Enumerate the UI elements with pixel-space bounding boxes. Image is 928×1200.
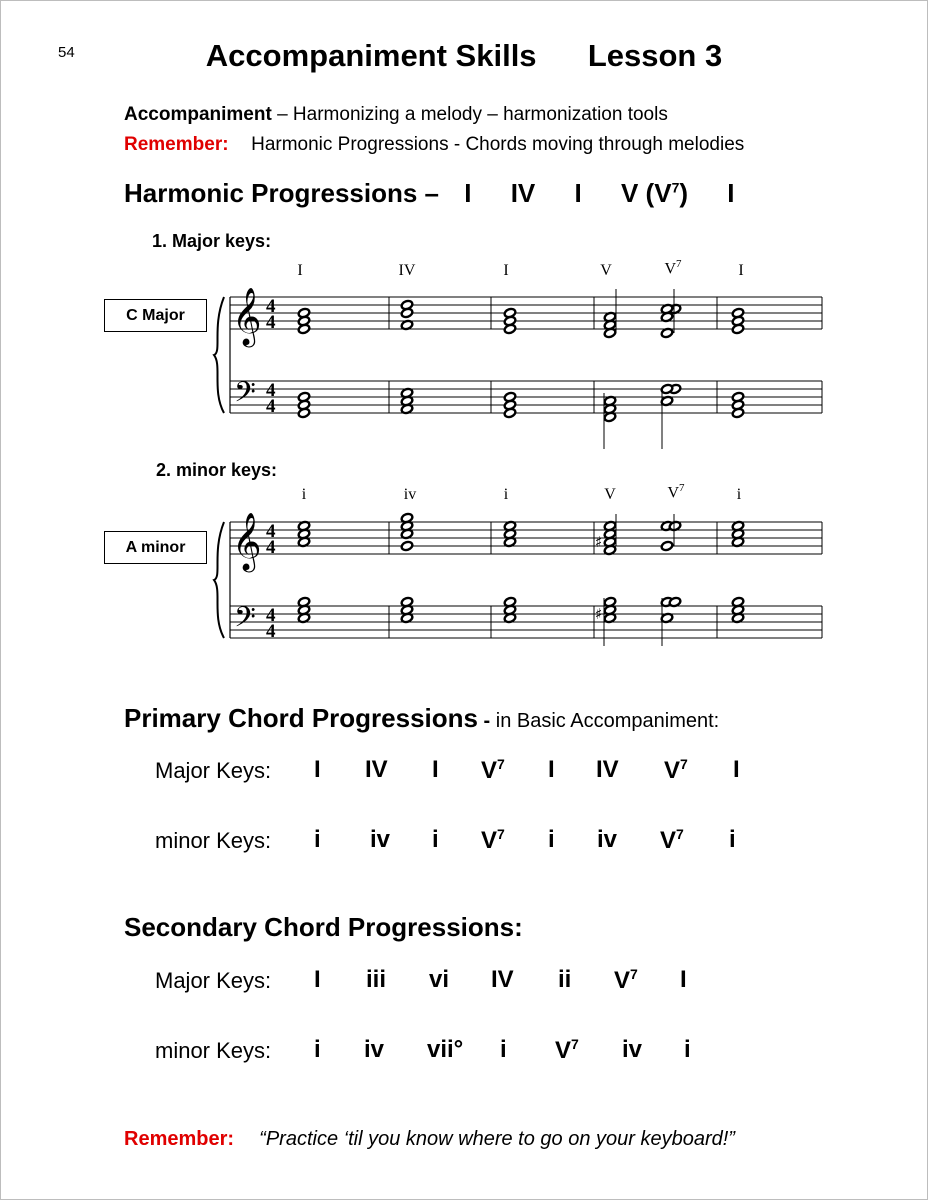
time-signature-top: 4 [266,296,276,317]
hp-symbol: I [574,178,582,208]
secondary-heading: Secondary Chord Progressions: [124,912,523,942]
chord-symbol: i [432,826,439,853]
chord-symbol: $V^7$ [614,966,638,994]
minor-grand-staff [212,510,827,660]
closing-remember [124,1128,735,1151]
chord-symbol: i [548,826,555,853]
chord-symbol: i [500,1036,507,1063]
title-lesson: Lesson 3 [587,38,723,73]
major-keys-heading: 1. Major keys: [152,231,272,251]
chord-symbol: iii [366,966,387,993]
chord-symbol: iv [370,826,391,853]
chord-symbol: i [314,826,321,853]
time-signature-bottom: 4 [266,396,276,417]
chord-symbol: I [432,756,439,783]
chord-symbol: I [733,756,740,783]
chord-symbol: i [314,1036,321,1063]
hp-symbol: I [727,178,735,208]
major-grand-staff [212,285,827,435]
chord-symbol: iv [597,826,618,853]
hp-symbol: V $(V^7)$ [620,178,689,208]
sharp-sign: ♯ [595,533,603,551]
chord-symbol: $V^7$ [481,756,505,784]
hp-symbol: I [464,178,472,208]
chord-symbol: I [680,966,687,993]
chord-symbol: $V^7$ [481,826,505,854]
chord-symbol: ii [558,966,572,993]
roman-numeral: IV [398,262,416,279]
roman-numeral: I [297,262,303,279]
primary-heading-suffix: in Basic Accompaniment: [495,710,720,732]
roman-numeral: I [738,262,744,279]
secondary-minor-label: minor Keys: [155,1038,272,1063]
brace [214,522,224,638]
time-signature-bottom: 4 [266,312,276,333]
chord-symbol: $V^7$ [664,756,688,784]
accompaniment-term: Accompaniment [124,104,272,125]
brace [214,297,224,413]
time-signature-top: 4 [266,605,276,626]
key-label-c-major: C Major [104,299,207,332]
remember-line [124,134,744,156]
chord-symbol: $V^7$ [660,826,684,854]
chord-symbol: I [548,756,555,783]
roman-numeral: V [600,262,612,279]
bass-clef: 𝄢 [234,601,256,641]
secondary-major-label: Major Keys: [155,968,272,993]
primary-minor-label: minor Keys: [155,828,272,853]
chord-symbol: i [684,1036,691,1063]
roman-numeral: V [604,486,616,503]
harmonic-progressions-heading [124,178,735,209]
chord-symbol: I [314,756,321,783]
harmonic-progressions-label: Harmonic Progressions – [124,178,439,208]
remember-text: Harmonic Progressions - Chords moving through melodies [251,134,745,155]
title-main: Accompaniment Skills [205,38,537,73]
key-label-a-minor: A minor [104,531,207,564]
chord-symbol: IV [491,966,514,993]
primary-major-label: Major Keys: [155,758,272,783]
chord-symbol: IV [365,756,388,783]
chord-symbol: i [729,826,736,853]
chord-symbol: vi [429,966,450,993]
page-title [0,38,928,74]
primary-heading-title: Primary Chord Progressions [124,703,478,733]
chord-symbol: I [314,966,321,993]
chord-symbol: iv [364,1036,385,1063]
bass-clef: 𝄢 [234,376,256,416]
roman-numeral: iv [403,486,417,503]
closing-quote: “Practice ‘til you know where to go on your keyboard!” [259,1128,735,1150]
roman-numeral: i [503,486,509,503]
chord-symbol: IV [596,756,619,783]
hp-symbol: IV [510,178,536,208]
page-number: 54 [58,44,75,61]
time-signature-top: 4 [266,521,276,542]
note-head [401,541,414,552]
time-signature-top: 4 [266,380,276,401]
roman-numeral: $V^7$ [664,258,682,278]
roman-numeral: i [301,486,307,503]
chord-symbol: vii° [427,1036,464,1063]
time-signature-bottom: 4 [266,621,276,642]
roman-numeral: i [736,486,742,503]
remember-label: Remember: [124,134,229,155]
minor-keys-heading: 2. minor keys: [156,460,278,480]
primary-heading: Primary Chord Progressions - in Basic Accompaniment: [124,703,720,733]
sharp-sign: ♯ [595,605,603,623]
closing-remember-label: Remember: [124,1128,235,1150]
roman-numeral: $V^7$ [667,482,685,502]
chord-symbol: $V^7$ [555,1036,579,1064]
roman-numeral: I [503,262,509,279]
accompaniment-definition: – Harmonizing a melody – harmonization tools [271,104,668,125]
treble-clef: 𝄞 [232,287,262,345]
intro-line [124,104,668,126]
treble-clef: 𝄞 [232,512,262,570]
note-head [661,541,674,552]
chord-symbol: iv [622,1036,643,1063]
time-signature-bottom: 4 [266,537,276,558]
